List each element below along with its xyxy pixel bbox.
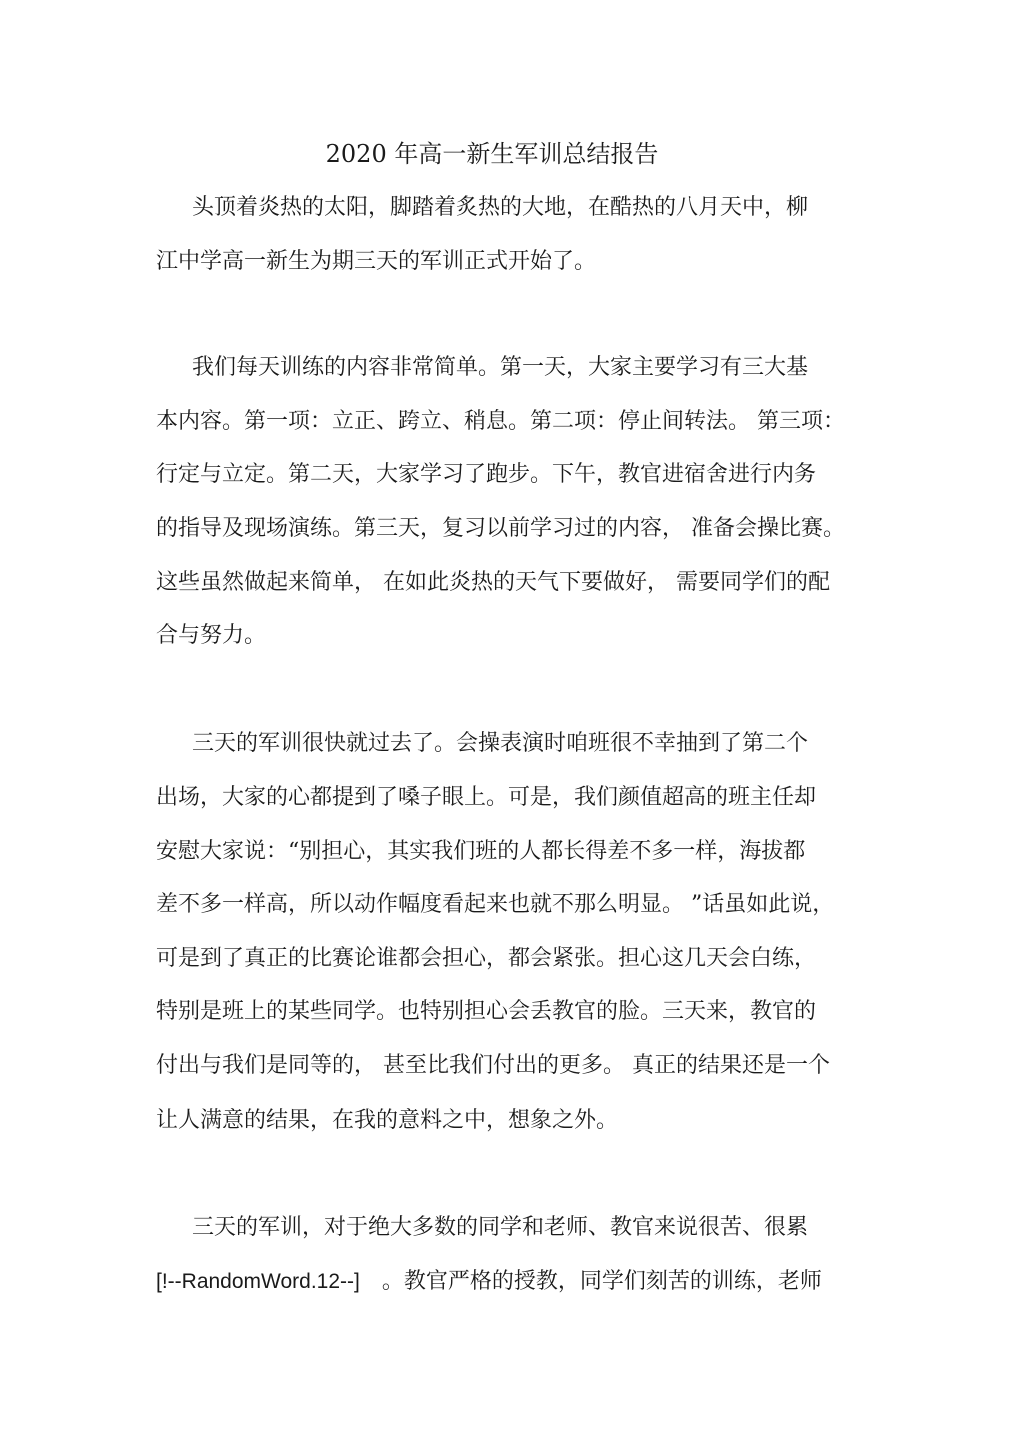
paragraph-2-line-1: 我们每天训练的内容非常简单。第一天，大家主要学习有三大基 [192,355,809,380]
paragraph-4-line-2 [156,1267,822,1297]
paragraph-1-line-2: 江中学高一新生为期三天的军训正式开始了。 [156,249,597,274]
paragraph-3-line-7: 付出与我们是同等的， 甚至比我们付出的更多。 真正的结果还是一个 [156,1053,830,1078]
paragraph-4-line-1: 三天的军训，对于绝大多数的同学和老师、教官来说很苦、很累 [192,1215,809,1240]
paragraph-2-line-2: 本内容。第一项：立正、跨立、稍息。第二项：停止间转法。 第三项： [156,409,845,434]
paragraph-3-line-1: 三天的军训很快就过去了。会操表演时咱班很不幸抽到了第二个 [192,731,809,756]
paragraph-3-line-6: 特别是班上的某些同学。也特别担心会丢教官的脸。三天来，教官的 [156,999,817,1024]
paragraph-2-line-5: 这些虽然做起来简单， 在如此炎热的天气下要做好， 需要同学们的配 [156,570,830,595]
paragraph-2-line-3: 行定与立定。第二天，大家学习了跑步。下午，教官进宿舍进行内务 [156,462,817,487]
paragraph-3-line-5: 可是到了真正的比赛论谁都会担心，都会紧张。担心这几天会白练， [156,946,817,971]
paragraph-2-line-6: 合与努力。 [156,623,267,648]
paragraph-1-line-1: 头顶着炎热的太阳，脚踏着炙热的大地，在酷热的八月天中，柳 [192,195,809,220]
random-word-placeholder: [!--RandomWord.12--] [156,1270,360,1293]
paragraph-4-line-2-text: 。教官严格的授教，同学们刻苦的训练，老师 [381,1269,822,1294]
paragraph-3-line-2: 出场，大家的心都提到了嗓子眼上。可是，我们颜值超高的班主任却 [156,785,817,810]
paragraph-3-line-8: 让人满意的结果，在我的意料之中，想象之外。 [156,1108,619,1133]
document-title: 2020 年高一新生军训总结报告 [325,140,659,168]
paragraph-3-line-4: 差不多一样高，所以动作幅度看起来也就不那么明显。 ”话虽如此说， [156,892,835,917]
paragraph-3-line-3: 安慰大家说：“别担心，其实我们班的人都长得差不多一样，海拔都 [156,839,806,864]
paragraph-2-line-4: 的指导及现场演练。第三天，复习以前学习过的内容， 准备会操比赛。 [156,516,845,541]
